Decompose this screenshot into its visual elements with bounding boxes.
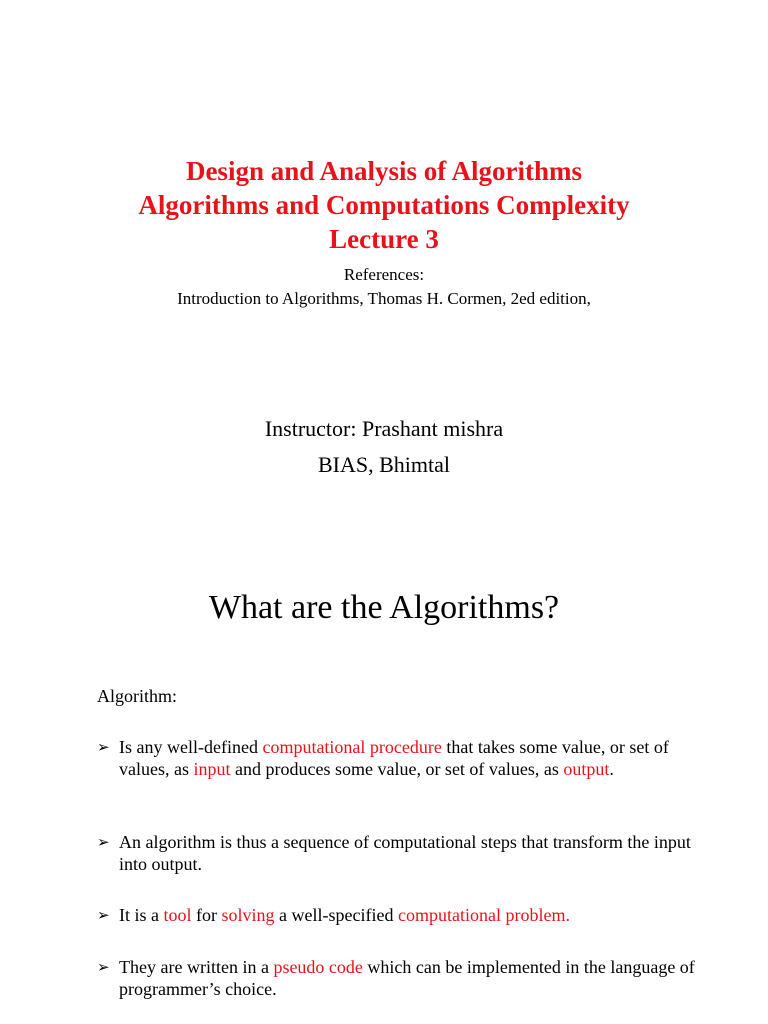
highlighted-term: output: [563, 759, 610, 779]
highlighted-term: pseudo code: [273, 957, 363, 977]
bullet-text: [119, 736, 697, 780]
references-block: [0, 263, 768, 311]
bullet-text-run: that takes some value, or set of values, as: [119, 737, 669, 779]
bullet-text-run: It is a: [119, 905, 164, 925]
arrow-bullet-icon: ➢: [97, 738, 110, 756]
highlighted-term: tool: [163, 905, 192, 925]
algorithm-label: Algorithm:: [97, 686, 177, 706]
bullet-text-run: An algorithm is thus a sequence of computational steps that transform the input into output.: [119, 832, 691, 874]
highlighted-term: input: [193, 759, 231, 779]
bullet-text-run: They are written in a: [119, 957, 274, 977]
bullet-text-run: which can be implemented in the language of programmer’s choice.: [119, 957, 695, 999]
bullet-text-run: and produces some value, or set of values, as: [230, 759, 564, 779]
highlighted-term: computational procedure: [262, 737, 442, 757]
title-block: [0, 154, 768, 256]
references-label: References:: [343, 265, 425, 284]
slide-heading: What are the Algorithms?: [208, 589, 560, 626]
bullet-item: [97, 904, 697, 926]
bullet-text: [119, 831, 697, 875]
bullet-item: [97, 831, 697, 875]
bullet-text: [119, 904, 697, 926]
bullet-text-run: Is any well-defined: [119, 737, 263, 757]
course-title: Design and Analysis of Algorithms: [185, 156, 583, 186]
instructor-name: Instructor: Prashant mishra: [264, 416, 504, 441]
highlighted-term: computational problem.: [397, 905, 570, 925]
bullet-text-run: a well-specified: [274, 905, 398, 925]
bullet-item: [97, 956, 697, 1000]
arrow-bullet-icon: ➢: [97, 958, 110, 976]
highlighted-term: solving: [221, 905, 275, 925]
instructor-block: [0, 411, 768, 483]
bullet-item: [97, 736, 697, 780]
course-subtitle: Algorithms and Computations Complexity: [138, 190, 630, 220]
arrow-bullet-icon: ➢: [97, 833, 110, 851]
arrow-bullet-icon: ➢: [97, 906, 110, 924]
bullet-text-run: .: [609, 759, 614, 779]
lecture-number: Lecture 3: [329, 224, 439, 254]
references-text: Introduction to Algorithms, Thomas H. Cormen, 2ed edition,: [177, 289, 591, 308]
bullet-text-run: for: [191, 905, 222, 925]
instructor-institute: BIAS, Bhimtal: [317, 452, 450, 477]
bullet-text: [119, 956, 697, 1000]
